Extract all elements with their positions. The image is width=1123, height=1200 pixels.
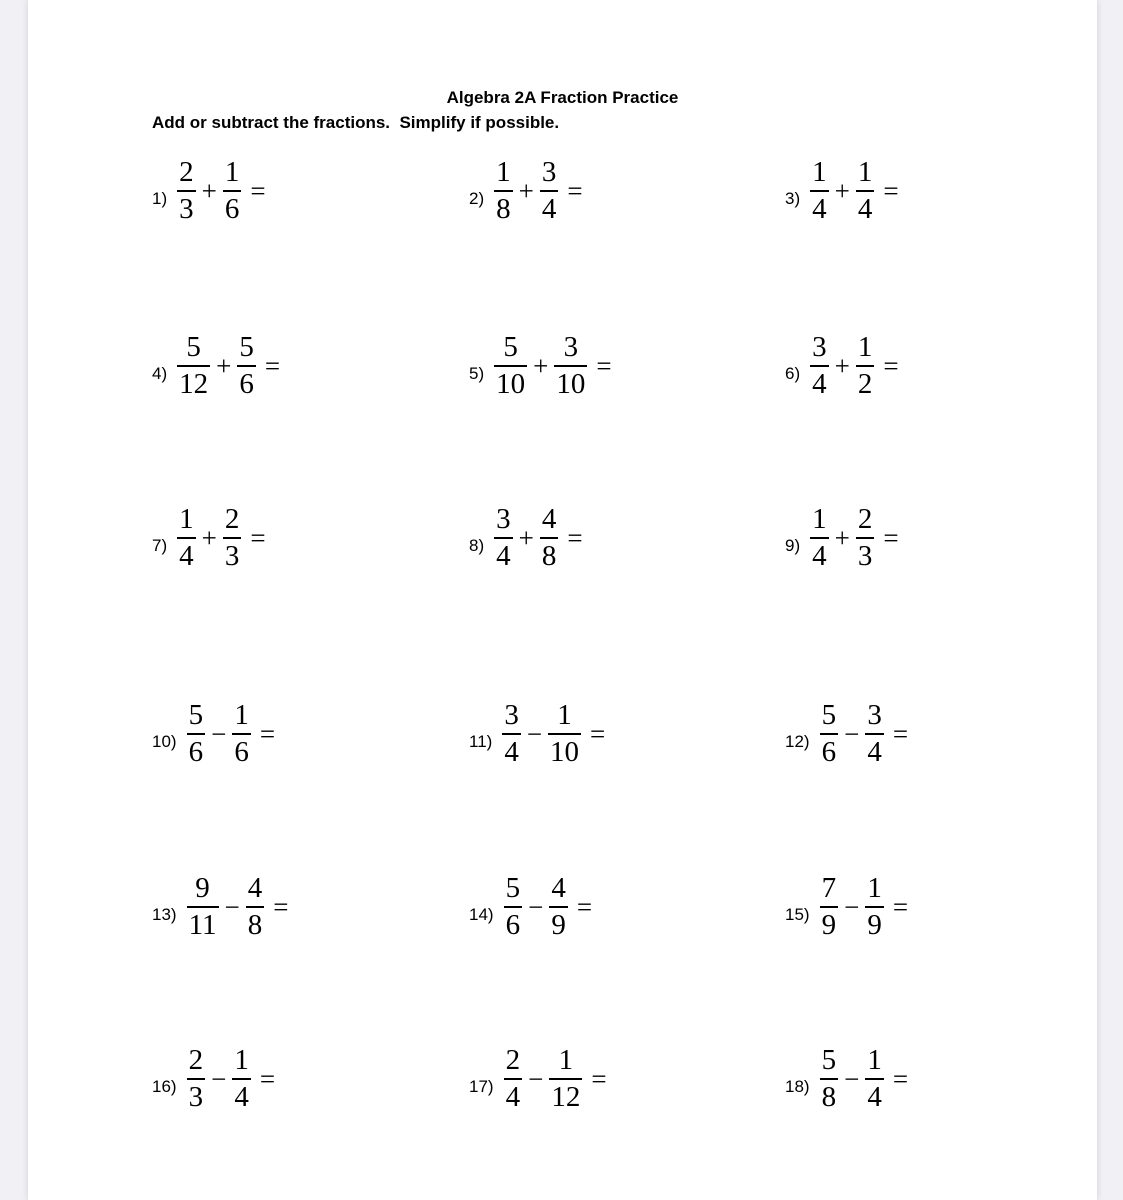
numerator: 5 xyxy=(821,699,837,731)
problem-number: 13) xyxy=(152,905,177,924)
fraction-first xyxy=(494,505,513,571)
numerator: 3 xyxy=(504,699,519,731)
problem xyxy=(152,333,280,399)
problem-number: 11) xyxy=(469,732,493,751)
operator-sign: − xyxy=(211,1063,227,1094)
fraction-bar xyxy=(820,1078,839,1080)
operator-sign: + xyxy=(834,350,850,381)
numerator: 3 xyxy=(812,331,827,363)
equals-sign: = xyxy=(892,891,909,922)
problem-number: 8) xyxy=(469,536,485,555)
denominator: 6 xyxy=(821,736,837,768)
denominator: 3 xyxy=(179,193,194,225)
fraction-bar xyxy=(223,537,242,539)
fraction-bar xyxy=(237,365,256,367)
denominator: 4 xyxy=(234,1081,249,1113)
denominator: 9 xyxy=(821,909,837,941)
numerator: 3 xyxy=(496,503,511,535)
operator-sign: − xyxy=(528,891,544,922)
denominator: 4 xyxy=(867,1081,882,1113)
denominator: 2 xyxy=(857,368,873,400)
fraction-first xyxy=(810,333,829,399)
denominator: 3 xyxy=(857,540,873,572)
fraction-bar xyxy=(810,537,829,539)
denominator: 3 xyxy=(188,1081,204,1113)
fraction-first xyxy=(494,158,513,224)
problem xyxy=(152,1046,275,1112)
problem xyxy=(469,874,592,940)
operator-sign: + xyxy=(201,175,217,206)
fraction-bar xyxy=(549,1078,582,1080)
numerator: 1 xyxy=(234,1044,249,1076)
denominator: 4 xyxy=(541,193,557,225)
denominator: 4 xyxy=(812,540,827,572)
fraction-bar xyxy=(856,537,875,539)
problem-number: 17) xyxy=(469,1077,494,1096)
worksheet-page xyxy=(28,0,1097,1200)
problem-number: 18) xyxy=(785,1077,810,1096)
numerator: 1 xyxy=(857,156,873,188)
numerator: 1 xyxy=(812,156,827,188)
fraction-bar xyxy=(554,365,587,367)
equals-sign: = xyxy=(892,718,909,749)
equals-sign: = xyxy=(259,1063,276,1094)
fraction-second xyxy=(237,333,256,399)
fraction-bar xyxy=(494,190,513,192)
fraction-second xyxy=(554,333,587,399)
fraction-second xyxy=(856,158,875,224)
fraction-first xyxy=(820,1046,839,1112)
numerator: 9 xyxy=(195,872,210,904)
fraction-second xyxy=(540,158,559,224)
fraction-bar xyxy=(865,1078,884,1080)
denominator: 11 xyxy=(188,909,217,941)
problem xyxy=(785,874,908,940)
operator-sign: − xyxy=(844,718,860,749)
worksheet-title: Algebra 2A Fraction Practice xyxy=(446,88,679,107)
problem xyxy=(785,333,899,399)
operator-sign: + xyxy=(834,522,850,553)
operator-sign: + xyxy=(216,350,232,381)
denominator: 8 xyxy=(247,909,263,941)
fraction-second xyxy=(232,1046,251,1112)
fraction-bar xyxy=(187,733,206,735)
problem xyxy=(152,505,266,571)
problem xyxy=(152,874,288,940)
equals-sign: = xyxy=(591,1063,607,1094)
fraction-second xyxy=(856,505,875,571)
denominator: 4 xyxy=(857,193,873,225)
denominator: 4 xyxy=(496,540,511,572)
fraction-bar xyxy=(187,1078,206,1080)
fraction-bar xyxy=(504,1078,523,1080)
denominator: 6 xyxy=(224,193,240,225)
fraction-first xyxy=(494,333,527,399)
fraction-second xyxy=(232,701,251,767)
problem xyxy=(785,1046,908,1112)
numerator: 1 xyxy=(234,699,249,731)
problem xyxy=(469,158,583,224)
fraction-bar xyxy=(549,906,568,908)
fraction-bar xyxy=(820,906,839,908)
numerator: 1 xyxy=(857,331,873,363)
problem-number: 2) xyxy=(469,189,485,208)
numerator: 3 xyxy=(541,156,557,188)
denominator: 6 xyxy=(188,736,204,768)
fraction-second xyxy=(865,874,884,940)
problem-number: 1) xyxy=(152,189,168,208)
numerator: 3 xyxy=(867,699,882,731)
fraction-second xyxy=(865,1046,884,1112)
denominator: 10 xyxy=(496,368,526,400)
operator-sign: − xyxy=(224,891,240,922)
equals-sign: = xyxy=(590,718,606,749)
fraction-bar xyxy=(177,190,196,192)
fraction-second xyxy=(223,158,242,224)
problem-number: 14) xyxy=(469,905,494,924)
denominator: 8 xyxy=(821,1081,837,1113)
problem-number: 10) xyxy=(152,732,177,751)
fraction-first xyxy=(502,701,521,767)
fraction-first xyxy=(504,1046,523,1112)
fraction-second xyxy=(549,1046,582,1112)
operator-sign: + xyxy=(518,175,534,206)
problem xyxy=(785,505,899,571)
fraction-bar xyxy=(232,1078,251,1080)
fraction-second xyxy=(865,701,884,767)
operator-sign: + xyxy=(834,175,850,206)
equals-sign: = xyxy=(883,522,899,553)
operator-sign: − xyxy=(844,891,860,922)
numerator: 5 xyxy=(821,1044,837,1076)
fraction-bar xyxy=(810,190,829,192)
fraction-bar xyxy=(494,365,527,367)
operator-sign: − xyxy=(844,1063,860,1094)
problem xyxy=(152,158,266,224)
problem-number: 7) xyxy=(152,536,168,555)
fraction-first xyxy=(820,701,839,767)
fraction-first xyxy=(187,874,219,940)
fraction-bar xyxy=(865,906,884,908)
fraction-bar xyxy=(223,190,242,192)
fraction-first xyxy=(187,1046,206,1112)
operator-sign: − xyxy=(526,718,543,749)
worksheet-instruction: Add or subtract the fractions. Simplify if possible. xyxy=(152,113,560,132)
fraction-bar xyxy=(810,365,829,367)
problem xyxy=(785,158,899,224)
numerator: 5 xyxy=(186,331,201,363)
numerator: 4 xyxy=(551,872,566,904)
problem xyxy=(785,701,908,767)
equals-sign: = xyxy=(596,350,612,381)
problem xyxy=(469,333,612,399)
fraction-bar xyxy=(504,906,523,908)
problem-number: 4) xyxy=(152,364,168,383)
fraction-bar xyxy=(187,906,219,908)
numerator: 2 xyxy=(224,503,240,535)
fraction-bar xyxy=(540,190,559,192)
operator-sign: + xyxy=(518,522,534,553)
fraction-bar xyxy=(177,537,196,539)
denominator: 12 xyxy=(179,368,209,400)
fraction-bar xyxy=(177,365,210,367)
problem-number: 6) xyxy=(785,364,801,383)
denominator: 8 xyxy=(541,540,557,572)
operator-sign: + xyxy=(533,350,549,381)
fraction-bar xyxy=(856,190,875,192)
numerator: 2 xyxy=(505,1044,521,1076)
numerator: 1 xyxy=(867,1044,882,1076)
fraction-second xyxy=(856,333,875,399)
problem-number: 3) xyxy=(785,189,801,208)
denominator: 9 xyxy=(867,909,882,941)
problem-number: 16) xyxy=(152,1077,177,1096)
numerator: 5 xyxy=(239,331,254,363)
fraction-bar xyxy=(865,733,884,735)
equals-sign: = xyxy=(567,175,583,206)
denominator: 3 xyxy=(224,540,240,572)
numerator: 1 xyxy=(812,503,827,535)
fraction-first xyxy=(177,158,196,224)
equals-sign: = xyxy=(567,522,583,553)
fraction-second xyxy=(540,505,559,571)
fraction-first xyxy=(820,874,839,940)
operator-sign: − xyxy=(211,718,227,749)
operator-sign: + xyxy=(201,522,217,553)
numerator: 1 xyxy=(224,156,240,188)
fraction-first xyxy=(187,701,206,767)
problem-number: 15) xyxy=(785,905,810,924)
numerator: 7 xyxy=(821,872,837,904)
fraction-first xyxy=(810,158,829,224)
fraction-second xyxy=(223,505,242,571)
denominator: 8 xyxy=(496,193,511,225)
fraction-second xyxy=(246,874,265,940)
fraction-bar xyxy=(494,537,513,539)
numerator: 1 xyxy=(558,1044,574,1076)
fraction-second xyxy=(548,701,581,767)
problem xyxy=(469,701,605,767)
numerator: 2 xyxy=(179,156,194,188)
denominator: 9 xyxy=(551,909,566,941)
fraction-bar xyxy=(856,365,875,367)
denominator: 10 xyxy=(556,368,586,400)
numerator: 5 xyxy=(188,699,204,731)
numerator: 4 xyxy=(541,503,557,535)
fraction-first xyxy=(504,874,523,940)
denominator: 12 xyxy=(551,1081,581,1113)
fraction-bar xyxy=(540,537,559,539)
denominator: 10 xyxy=(550,736,580,768)
problem-number: 12) xyxy=(785,732,810,751)
problem-number: 9) xyxy=(785,536,801,555)
fraction-bar xyxy=(502,733,521,735)
denominator: 6 xyxy=(234,736,249,768)
equals-sign: = xyxy=(250,175,266,206)
equals-sign: = xyxy=(259,718,276,749)
numerator: 1 xyxy=(179,503,194,535)
numerator: 1 xyxy=(867,872,882,904)
fraction-first xyxy=(177,333,210,399)
numerator: 2 xyxy=(857,503,873,535)
numerator: 1 xyxy=(557,699,572,731)
numerator: 1 xyxy=(496,156,511,188)
denominator: 4 xyxy=(812,368,827,400)
equals-sign: = xyxy=(264,350,281,381)
denominator: 6 xyxy=(505,909,521,941)
equals-sign: = xyxy=(250,522,266,553)
numerator: 5 xyxy=(505,872,521,904)
operator-sign: − xyxy=(528,1063,544,1094)
problem xyxy=(152,701,275,767)
numerator: 3 xyxy=(563,331,579,363)
denominator: 4 xyxy=(179,540,194,572)
denominator: 4 xyxy=(505,1081,521,1113)
denominator: 6 xyxy=(239,368,254,400)
denominator: 4 xyxy=(867,736,882,768)
fraction-second xyxy=(549,874,568,940)
equals-sign: = xyxy=(892,1063,909,1094)
denominator: 4 xyxy=(504,736,519,768)
problem xyxy=(469,505,583,571)
denominator: 4 xyxy=(812,193,827,225)
equals-sign: = xyxy=(883,175,899,206)
problem-number: 5) xyxy=(469,364,485,383)
fraction-first xyxy=(177,505,196,571)
equals-sign: = xyxy=(883,350,899,381)
fraction-bar xyxy=(232,733,251,735)
equals-sign: = xyxy=(273,891,289,922)
problem xyxy=(469,1046,607,1112)
fraction-bar xyxy=(548,733,581,735)
numerator: 5 xyxy=(503,331,518,363)
equals-sign: = xyxy=(576,891,593,922)
fraction-first xyxy=(810,505,829,571)
fraction-bar xyxy=(820,733,839,735)
fraction-bar xyxy=(246,906,265,908)
numerator: 2 xyxy=(188,1044,204,1076)
numerator: 4 xyxy=(247,872,263,904)
